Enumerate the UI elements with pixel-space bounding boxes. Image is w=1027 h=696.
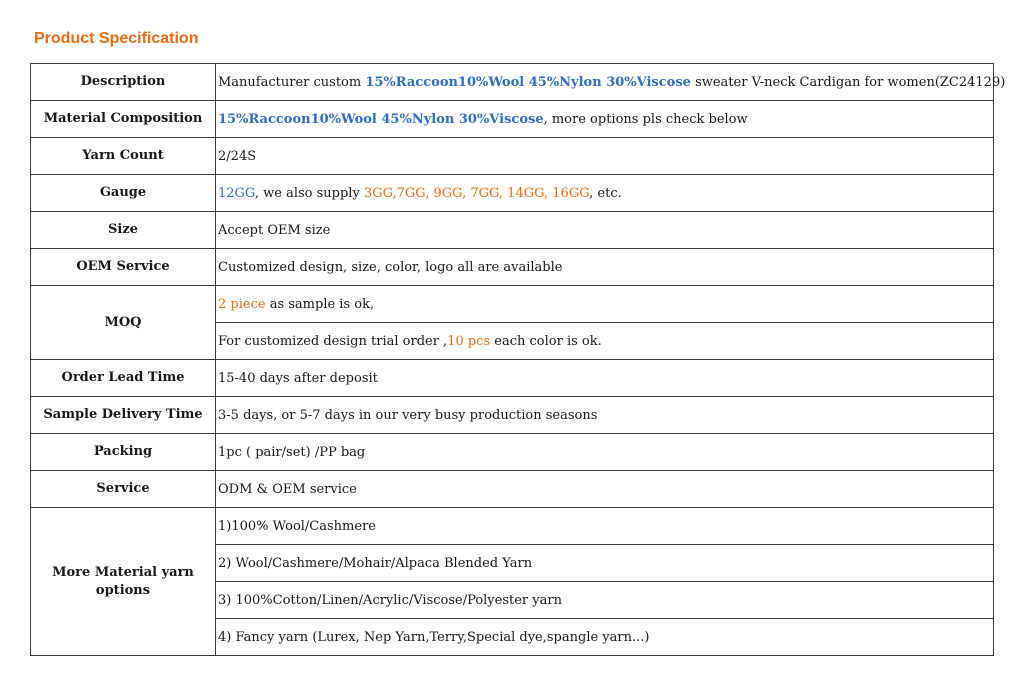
gauge-main: 12GG	[218, 185, 255, 201]
yarn-option-2: 2) Wool/Cashmere/Mohair/Alpaca Blended Yarn	[216, 545, 994, 582]
row-label-order-lead-time: Order Lead Time	[31, 360, 216, 397]
row-label-oem-service: OEM Service	[31, 249, 216, 286]
row-label-moq: MOQ	[31, 286, 216, 360]
table-row	[31, 249, 994, 286]
gauge-options: 3GG,7GG, 9GG, 7GG, 14GG, 16GG	[363, 185, 590, 201]
composition-suffix: , more options pls check below	[543, 111, 748, 127]
composition-material: 15%Raccoon10%Wool 45%Nylon 30%Viscose	[218, 111, 544, 127]
moq-order-suffix: each color is ok.	[490, 333, 602, 349]
gauge-suffix: , etc.	[589, 185, 622, 201]
table-row	[31, 101, 994, 138]
row-label-description: Description	[31, 64, 216, 101]
row-label-gauge: Gauge	[31, 175, 216, 212]
row-label-packing: Packing	[31, 434, 216, 471]
yarn-option-3: 3) 100%Cotton/Linen/Acrylic/Viscose/Polyester yarn	[216, 582, 994, 619]
row-value-material-composition	[216, 101, 994, 138]
row-value-sample-delivery-time: 3-5 days, or 5-7 days in our very busy production seasons	[216, 397, 994, 434]
page-title: Product Specification	[34, 30, 199, 47]
row-value-gauge	[216, 175, 994, 212]
row-label-more-material: More Material yarn options	[31, 508, 216, 656]
row-value-packing: 1pc ( pair/set) /PP bag	[216, 434, 994, 471]
row-value-moq-order	[216, 323, 994, 360]
description-suffix: sweater V-neck Cardigan for women(ZC24129)	[690, 74, 1006, 90]
description-material: 15%Raccoon10%Wool 45%Nylon 30%Viscose	[365, 74, 691, 90]
table-row	[31, 175, 994, 212]
table-row	[31, 64, 994, 101]
gauge-mid: , we also supply	[254, 185, 364, 201]
row-value-oem-service: Customized design, size, color, logo all are available	[216, 249, 994, 286]
row-value-size: Accept OEM size	[216, 212, 994, 249]
table-row	[31, 212, 994, 249]
yarn-option-4: 4) Fancy yarn (Lurex, Nep Yarn,Terry,Special dye,spangle yarn...)	[216, 619, 994, 656]
table-row	[31, 471, 994, 508]
row-value-order-lead-time: 15-40 days after deposit	[216, 360, 994, 397]
row-label-yarn-count: Yarn Count	[31, 138, 216, 175]
table-row	[31, 286, 994, 323]
moq-sample-text: as sample is ok,	[265, 296, 375, 312]
moq-order-qty: 10 pcs	[447, 333, 491, 349]
row-label-service: Service	[31, 471, 216, 508]
row-value-service: ODM & OEM service	[216, 471, 994, 508]
row-value-yarn-count: 2/24S	[216, 138, 994, 175]
table-row	[31, 397, 994, 434]
row-label-size: Size	[31, 212, 216, 249]
moq-sample-qty: 2 piece	[218, 296, 266, 312]
table-row	[31, 360, 994, 397]
table-row	[31, 434, 994, 471]
spec-table	[30, 63, 1006, 656]
table-row	[31, 508, 994, 545]
yarn-option-1: 1)100% Wool/Cashmere	[216, 508, 994, 545]
row-value-moq-sample	[216, 286, 994, 323]
moq-order-prefix: For customized design trial order ,	[218, 333, 448, 349]
description-prefix: Manufacturer custom	[218, 74, 366, 90]
row-value-description	[216, 64, 1006, 101]
row-label-sample-delivery-time: Sample Delivery Time	[31, 397, 216, 434]
table-row	[31, 138, 994, 175]
row-label-material-composition: Material Composition	[31, 101, 216, 138]
